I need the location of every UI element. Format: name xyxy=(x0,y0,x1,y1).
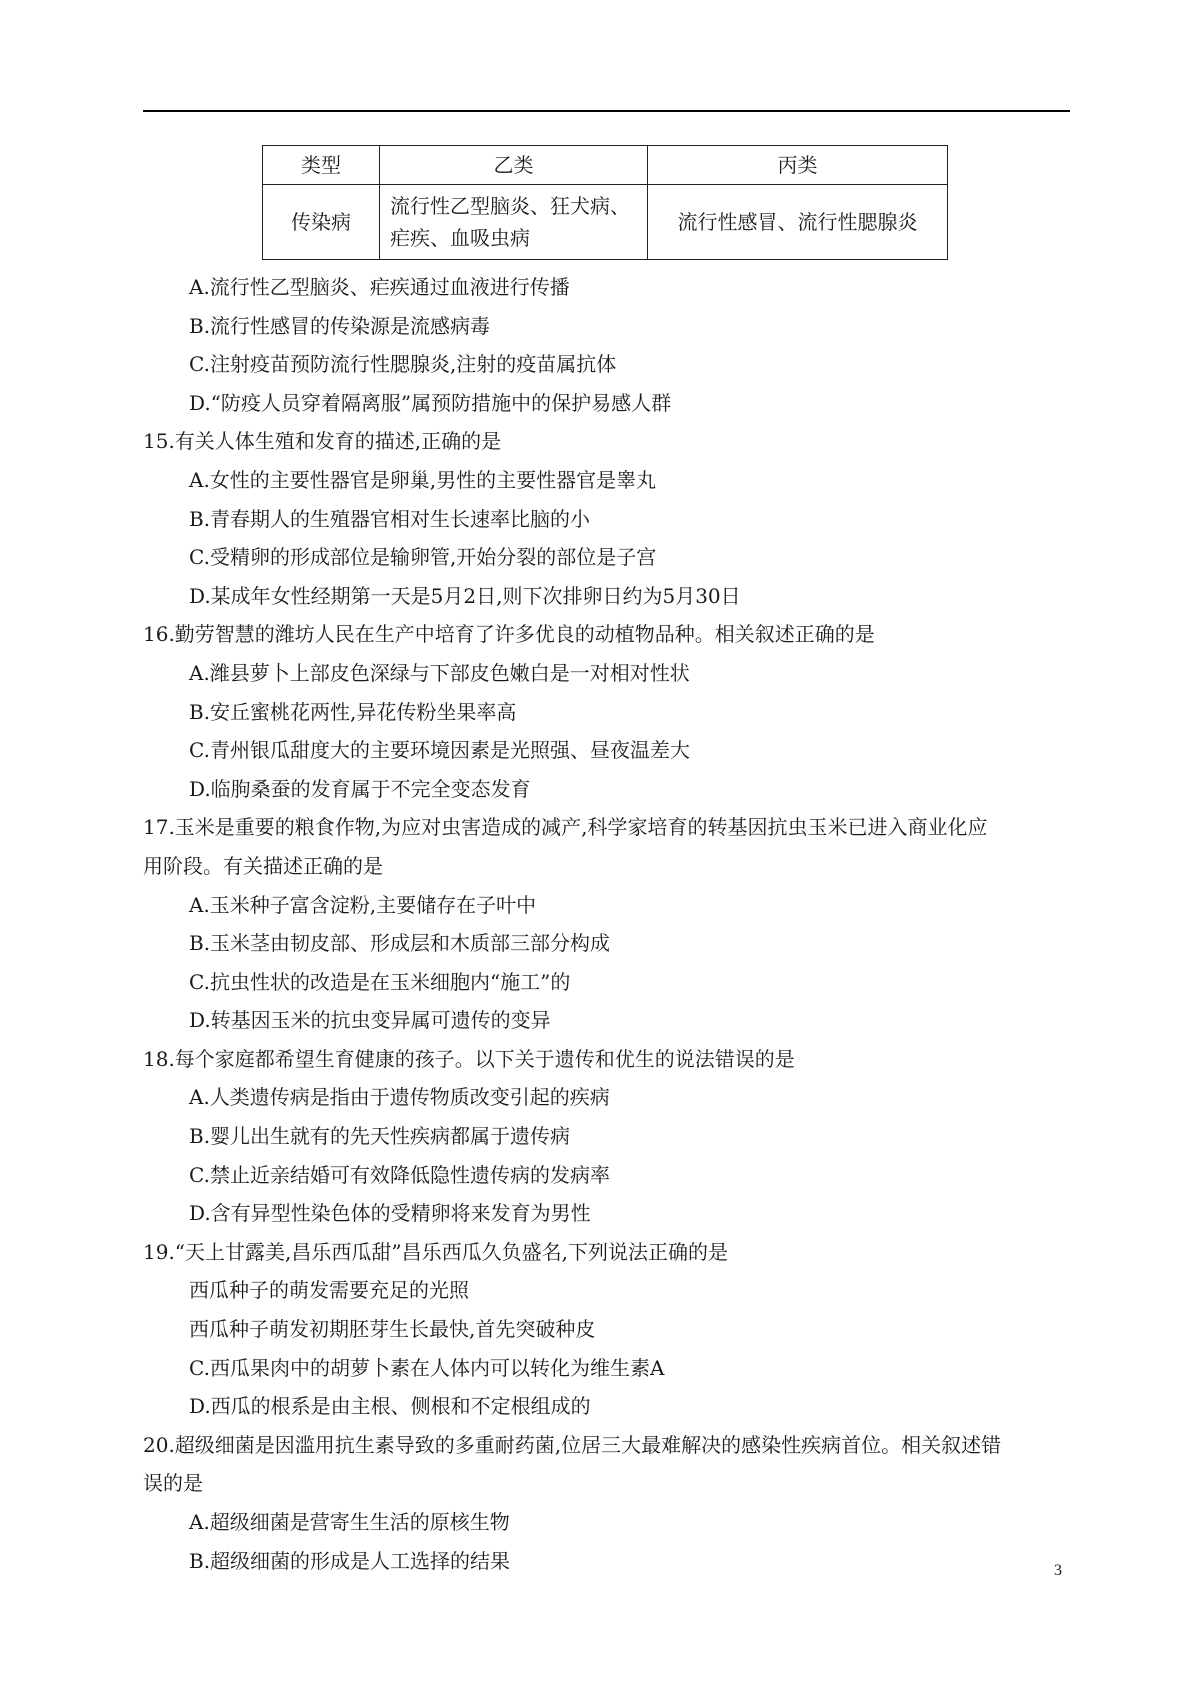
page-number: 3 xyxy=(1054,1562,1062,1579)
q16-option-b: B.安丘蜜桃花两性,异花传粉坐果率高 xyxy=(189,699,517,724)
table-cell-class-b xyxy=(380,185,648,260)
q18-option-c: C.禁止近亲结婚可有效降低隐性遗传病的发病率 xyxy=(189,1162,610,1187)
header-rule xyxy=(143,110,1070,112)
question-content xyxy=(143,268,1073,1580)
table-cell-class-c: 流行性感冒、流行性腮腺炎 xyxy=(648,185,948,260)
q17-stem-line2: 用阶段。有关描述正确的是 xyxy=(143,853,383,878)
q17-option-c: C.抗虫性状的改造是在玉米细胞内“施工”的 xyxy=(189,969,571,994)
q15-option-b: B.青春期人的生殖器官相对生长速率比脑的小 xyxy=(189,506,591,531)
q19-stem: 19.“天上甘露美,昌乐西瓜甜”昌乐西瓜久负盛名,下列说法正确的是 xyxy=(143,1239,728,1264)
q17-option-d: D.转基因玉米的抗虫变异属可遗传的变异 xyxy=(189,1008,551,1033)
table-header-class-c: 丙类 xyxy=(648,146,948,185)
q15-stem: 15.有关人体生殖和发育的描述,正确的是 xyxy=(143,429,502,454)
q18-option-d: D.含有异型性染色体的受精卵将来发育为男性 xyxy=(189,1201,591,1226)
q19-option-d: D.西瓜的根系是由主根、侧根和不定根组成的 xyxy=(189,1394,591,1419)
table-header-type: 类型 xyxy=(263,146,380,185)
q18-stem: 18.每个家庭都希望生育健康的孩子。以下关于遗传和优生的说法错误的是 xyxy=(143,1046,795,1071)
q14-option-d: D.“防疫人员穿着隔离服”属预防措施中的保护易感人群 xyxy=(189,390,672,415)
q19-option-a: 西瓜种子的萌发需要充足的光照 xyxy=(189,1278,469,1303)
table-cell-class-b-line1: 流行性乙型脑炎、狂犬病、 xyxy=(390,194,630,218)
q15-option-d: D.某成年女性经期第一天是5月2日,则下次排卵日约为5月30日 xyxy=(189,583,741,608)
q16-option-c: C.青州银瓜甜度大的主要环境因素是光照强、昼夜温差大 xyxy=(189,738,690,763)
q14-option-c: C.注射疫苗预防流行性腮腺炎,注射的疫苗属抗体 xyxy=(189,352,617,377)
infectious-disease-table xyxy=(262,145,948,260)
table-row-label: 传染病 xyxy=(263,185,380,260)
q19-option-b: 西瓜种子萌发初期胚芽生长最快,首先突破种皮 xyxy=(189,1317,596,1342)
q17-option-a: A.玉米种子富含淀粉,主要储存在子叶中 xyxy=(189,892,537,917)
q16-stem: 16.勤劳智慧的潍坊人民在生产中培育了许多优良的动植物品种。相关叙述正确的是 xyxy=(143,622,875,647)
q20-option-b: B.超级细菌的形成是人工选择的结果 xyxy=(189,1548,511,1573)
q16-option-d: D.临朐桑蚕的发育属于不完全变态发育 xyxy=(189,776,531,801)
q19-option-c: C.西瓜果肉中的胡萝卜素在人体内可以转化为维生素A xyxy=(189,1355,665,1380)
q17-option-b: B.玉米茎由韧皮部、形成层和木质部三部分构成 xyxy=(189,931,611,956)
q14-option-b: B.流行性感冒的传染源是流感病毒 xyxy=(189,313,491,338)
q18-option-b: B.婴儿出生就有的先天性疾病都属于遗传病 xyxy=(189,1124,571,1149)
q14-option-a: A.流行性乙型脑炎、疟疾通过血液进行传播 xyxy=(189,275,570,299)
q15-option-c: C.受精卵的形成部位是输卵管,开始分裂的部位是子宫 xyxy=(189,545,657,570)
table-cell-class-b-line2: 疟疾、血吸虫病 xyxy=(390,226,530,250)
table-row xyxy=(263,185,948,260)
table-header-class-b: 乙类 xyxy=(380,146,648,185)
q20-option-a: A.超级细菌是营寄生生活的原核生物 xyxy=(189,1510,510,1534)
q18-option-a: A.人类遗传病是指由于遗传物质改变引起的疾病 xyxy=(189,1085,610,1110)
q17-stem-line1: 17.玉米是重要的粮食作物,为应对虫害造成的减产,科学家培育的转基因抗虫玉米已进入商业化应 xyxy=(143,815,988,840)
q15-option-a: A.女性的主要性器官是卵巢,男性的主要性器官是睾丸 xyxy=(189,467,657,492)
q16-option-a: A.潍县萝卜上部皮色深绿与下部皮色嫩白是一对相对性状 xyxy=(189,660,690,685)
table-header-row xyxy=(263,146,948,185)
q20-stem-line2: 误的是 xyxy=(143,1471,203,1496)
q20-stem-line1: 20.超级细菌是因滥用抗生素导致的多重耐药菌,位居三大最难解决的感染性疾病首位。相关叙述错 xyxy=(143,1432,1002,1457)
